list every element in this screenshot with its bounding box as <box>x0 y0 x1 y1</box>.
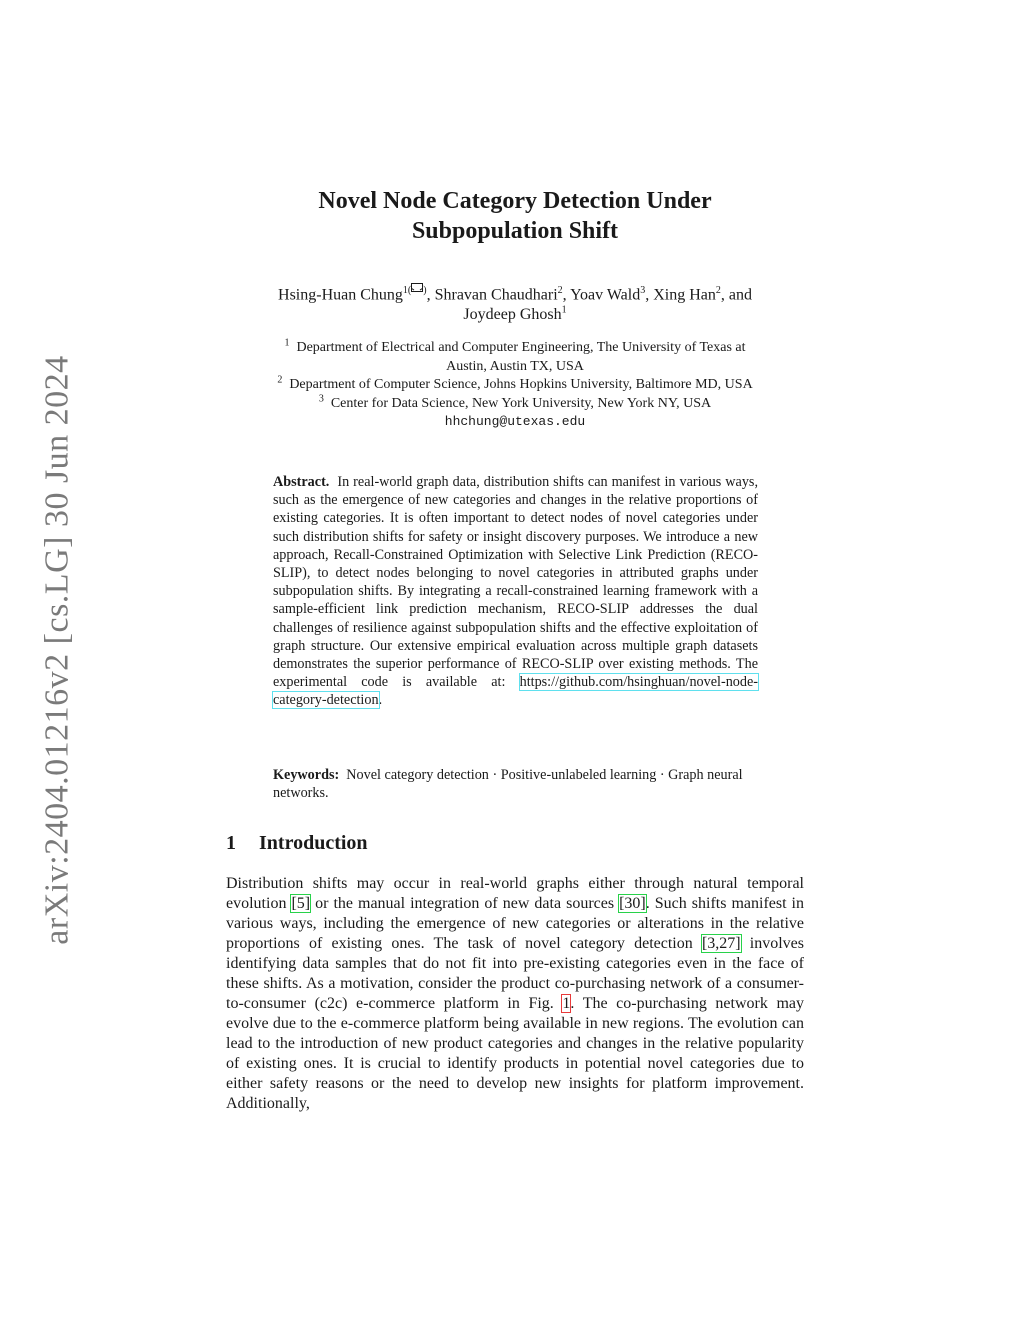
title-line-2: Subpopulation Shift <box>411 218 619 244</box>
arxiv-id-text: arXiv:2404.01216v2 [cs.LG] 30 Jun 2024 <box>39 355 77 945</box>
abstract <box>273 473 758 710</box>
affil-number: 2 <box>277 374 283 386</box>
intro-text: or the manual integration of new data sources <box>310 895 620 912</box>
affiliation-text: Department of Computer Science, Johns Hopkins University, Baltimore MD, USA <box>289 377 753 392</box>
affiliations <box>226 339 804 432</box>
keywords <box>273 766 783 802</box>
abstract-text: In real-world graph data, distribution shifts can manifest in various ways, such as the emergence of new categories and changes in the relative proportions of existing categories. It is often important to detect nodes of novel categories under such distribution shifts for safety or insight discovery purposes. We introduce a new approach, Recall-Constrained Optimization with Selective Link Prediction (RECO-SLIP), to detect nodes belonging to novel categories in attributed graphs under subpopulation shifts. By integrating a recall-constrained learning framework with a sample-efficient link prediction mechanism, RECO-SLIP addresses the dual challenges of resilience against subpopulation shifts and the effective exploitation of graph structure. Our extensive empirical evaluation across multiple graph datasets demonstrates the superior performance of RECO-SLIP over existing methods. The experimental code is available at: <box>273 474 758 691</box>
affiliation-text: Department of Electrical and Computer Engineering, The University of Texas at <box>296 340 746 355</box>
author-affil-sup: 1( <box>402 285 412 296</box>
affil-number: 3 <box>318 392 324 404</box>
author-name: , Shravan Chaudhari <box>426 286 558 304</box>
intro-text: involves identifying data samples that do not fit into pre-existing categories even in the face of these shifts. As a motivation, consider the product co-purchasing network of a consumer-to-consumer (c2c) e-commerce platform in Fig. <box>226 935 805 1012</box>
citation-link[interactable]: [3,27] <box>701 935 741 952</box>
author-line-2 <box>226 305 804 325</box>
introduction-paragraph <box>226 874 804 1114</box>
author-line-1 <box>226 283 804 305</box>
author-affil-sup: 3 <box>640 285 646 296</box>
citation-link[interactable]: [5] <box>291 895 311 912</box>
citation-link[interactable]: [30] <box>619 895 646 912</box>
code-repository-link[interactable]: https://github.com/hsinghuan/novel-node-category-detection <box>273 674 758 709</box>
keywords-label: Keywords: <box>273 767 340 783</box>
paper-title <box>226 186 804 246</box>
author-name: , Yoav Wald <box>562 286 641 304</box>
author-name: , Xing Han <box>645 286 716 304</box>
author-conjunction: , and <box>720 286 752 304</box>
affiliation-3 <box>226 392 804 414</box>
affiliation-1 <box>226 339 804 358</box>
affiliation-2 <box>226 376 804 395</box>
author-affil-sup: 2 <box>557 285 563 296</box>
affiliation-1-cont: Austin, Austin TX, USA <box>446 358 584 374</box>
figure-reference-link[interactable]: 1 <box>562 995 571 1012</box>
author-name: Hsing-Huan Chung <box>278 286 403 304</box>
intro-text: . The co-purchasing network may evolve due to the e-commerce platform being available in new regions. The evolution can lead to the introduction of new product categories and changes in the relative popularity of existing ones. It is crucial to identify products in potential novel categories due to either safety reasons or the need to develop new insights for platform improvement. Additionally, <box>226 995 804 1112</box>
keywords-text: Novel category detection · Positive-unlabeled learning · Graph neural networks. <box>273 767 743 802</box>
author-list <box>226 283 804 325</box>
author-affil-sup: 2 <box>715 285 721 296</box>
envelope-icon <box>411 283 423 292</box>
contact-email[interactable]: hhchung@utexas.edu <box>444 414 586 429</box>
abstract-end: . <box>378 692 383 709</box>
abstract-label: Abstract. <box>273 474 330 490</box>
intro-text: Distribution shifts may occur in real-world graphs either through natural temporal evolution <box>226 875 804 912</box>
intro-text: . Such shifts manifest in various ways, including the emergence of new categories or alterations in the relative proportions of existing ones. The task of novel category detection <box>226 895 804 952</box>
affil-number: 1 <box>284 337 290 349</box>
affiliation-text: Center for Data Science, New York University, New York NY, USA <box>330 395 712 411</box>
author-affil-sup-close: ) <box>423 285 427 296</box>
author-affil-sup: 1 <box>561 305 567 316</box>
arxiv-identifier-stamp <box>28 355 88 945</box>
section-title: Introduction <box>259 832 368 854</box>
author-name: Joydeep Ghosh <box>463 306 562 324</box>
section-number: 1 <box>226 832 236 854</box>
section-heading <box>226 832 368 855</box>
title-line-1: Novel Node Category Detection Under <box>318 188 712 214</box>
